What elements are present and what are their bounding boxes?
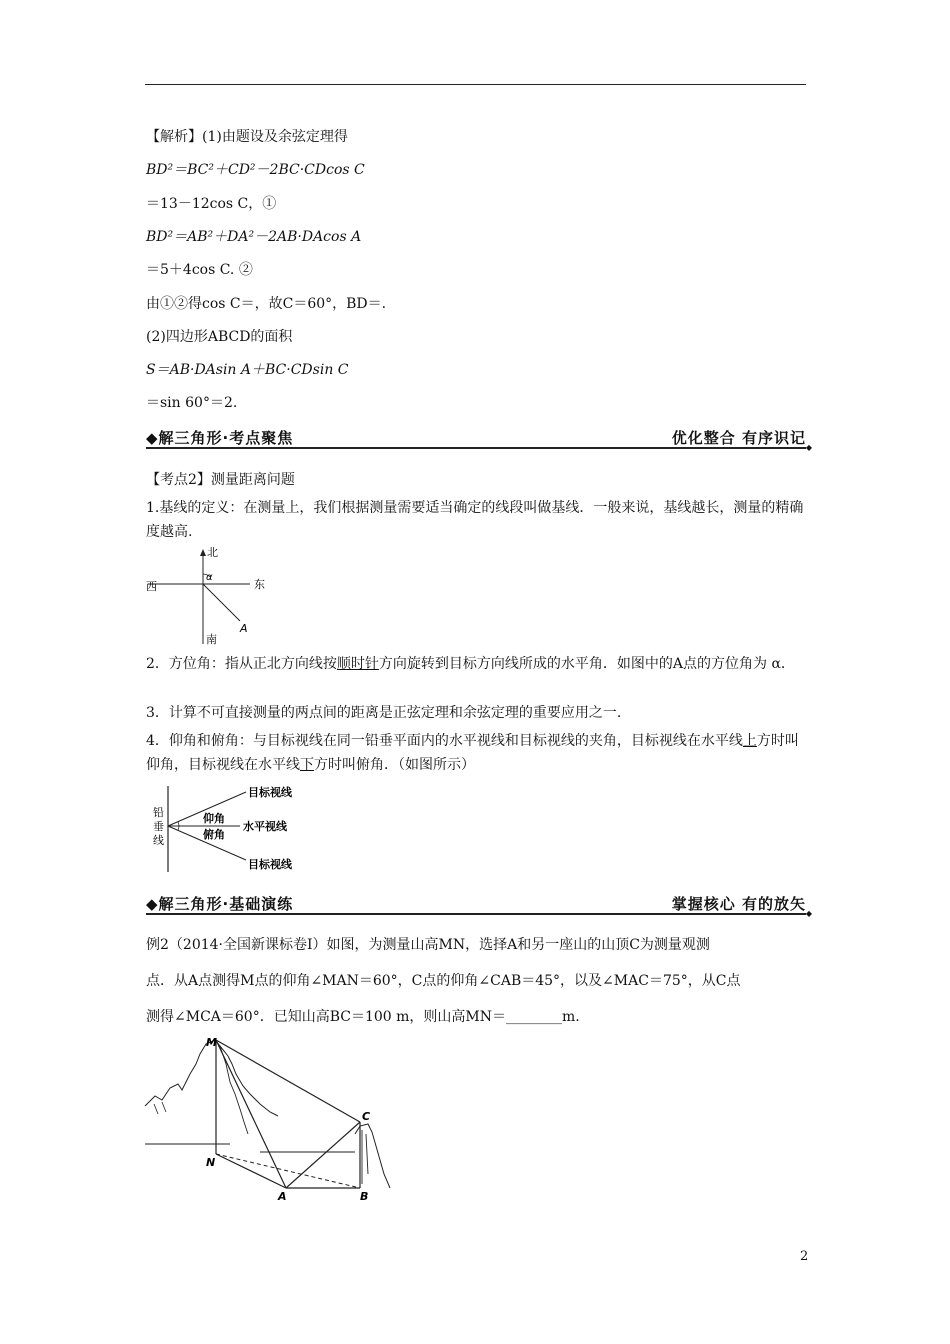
kp-paragraph-4: 4．仰角和俯角：与目标视线在同一铅垂平面内的水平视线和目标视线的夹角，目标视线在水平线上方时叫仰角，目标视线在水平线下方时叫俯角．（如图所示）	[146, 733, 799, 773]
example-line-1: 例2（2014·全国新课标卷Ⅰ）如图，为测量山高MN，选择A和另一座山的山顶C为测量观测	[146, 937, 710, 953]
solution-line-2: BD²＝BC²＋CD²－2BC·CDcos C	[146, 162, 365, 178]
segment-nb-dashed	[216, 1154, 360, 1188]
segment-ac	[286, 1122, 360, 1188]
section-bar-jichu	[146, 893, 812, 918]
down-angle-label: 俯角	[203, 828, 225, 841]
kp-paragraph-3: 3．计算不可直接测量的两点间的距离是正弦定理和余弦定理的重要应用之一.	[146, 705, 622, 721]
horizontal-label: 水平视线	[243, 820, 287, 833]
segment-ma	[216, 1040, 286, 1188]
west-label: 西	[146, 580, 157, 593]
section-title: ◆解三角形·考点聚焦	[146, 429, 294, 447]
compass-figure	[140, 546, 275, 648]
east-label: 东	[254, 578, 265, 591]
point-a-label: A	[240, 622, 248, 635]
kp-paragraph-1: 1.基线的定义：在测量上，我们根据测量需要适当确定的线段叫做基线．一般来说，基线越长，测量的精确度越高.	[146, 500, 804, 540]
elevation-figure	[148, 784, 318, 874]
vertical-label-2: 垂	[153, 820, 164, 833]
target-bottom-label: 目标视线	[248, 858, 292, 871]
down-angle-arc	[178, 826, 179, 830]
label-a: A	[278, 1190, 287, 1203]
segment-na	[216, 1154, 286, 1188]
right-mountain-texture	[362, 1130, 368, 1184]
solution-line-9: ＝sin 60°＝2.	[146, 395, 238, 411]
up-angle-arc	[178, 822, 179, 826]
section-bar-kaodian	[146, 427, 812, 452]
solution-line-4: BD²＝AB²＋DA²－2AB·DAcos A	[146, 229, 362, 245]
example-line-2: 点．从A点测得M点的仰角∠MAN＝60°，C点的仰角∠CAB＝45°，以及∠MAC＝75°，从C点	[146, 973, 741, 989]
bar-end-mark: ◆	[805, 443, 812, 452]
solution-line-1: 【解析】(1)由题设及余弦定理得	[146, 129, 348, 145]
label-b: B	[360, 1190, 369, 1203]
solution-line-8: S＝AB·DAsin A＋BC·CDsin C	[146, 362, 349, 378]
north-arrow-icon	[200, 549, 206, 556]
solution-line-5: ＝5＋4cos C. ②	[146, 262, 253, 278]
kp-title: 【考点2】测量距离问题	[146, 472, 295, 488]
south-label: 南	[206, 633, 217, 646]
solution-line-3: ＝13－12cos C，①	[146, 196, 277, 212]
left-mountain-texture	[154, 1102, 166, 1114]
example-line-3: 测得∠MCA＝60°．已知山高BC＝100 m，则山高MN＝________m.	[146, 1009, 580, 1025]
section-title: ◆解三角形·基础演练	[146, 895, 294, 913]
target-top-label: 目标视线	[248, 786, 292, 799]
section-slogan: 优化整合 有序识记	[671, 429, 806, 447]
kp-paragraph-2: 2．方位角：指从正北方向线按顺时针方向旋转到目标方向线所成的水平角．如图中的A点的方位角为 α．	[146, 656, 795, 672]
page-number: 2	[800, 1249, 809, 1264]
vertical-label-3: 线	[153, 834, 164, 847]
up-angle-label: 仰角	[203, 812, 225, 825]
segment-mc	[216, 1040, 360, 1122]
label-n: N	[206, 1156, 216, 1169]
label-c: C	[362, 1110, 371, 1123]
vertical-label-1: 铅	[153, 806, 164, 819]
header-rule	[145, 84, 806, 85]
solution-label: 【解析】	[146, 129, 202, 145]
bar-end-mark: ◆	[805, 909, 812, 918]
left-mountain-ridge	[220, 1046, 248, 1134]
north-label: 北	[207, 546, 218, 559]
mountain-figure	[140, 1034, 400, 1206]
label-m: M	[206, 1036, 217, 1049]
section-slogan: 掌握核心 有的放矢	[671, 895, 806, 913]
solution-line-6: 由①②得cos C＝，故C＝60°，BD＝.	[146, 296, 387, 312]
alpha-label: α	[206, 572, 213, 583]
left-mountain-outline	[145, 1040, 278, 1116]
solution-line-7: (2)四边形ABCD的面积	[146, 329, 293, 345]
direction-line	[203, 584, 240, 621]
